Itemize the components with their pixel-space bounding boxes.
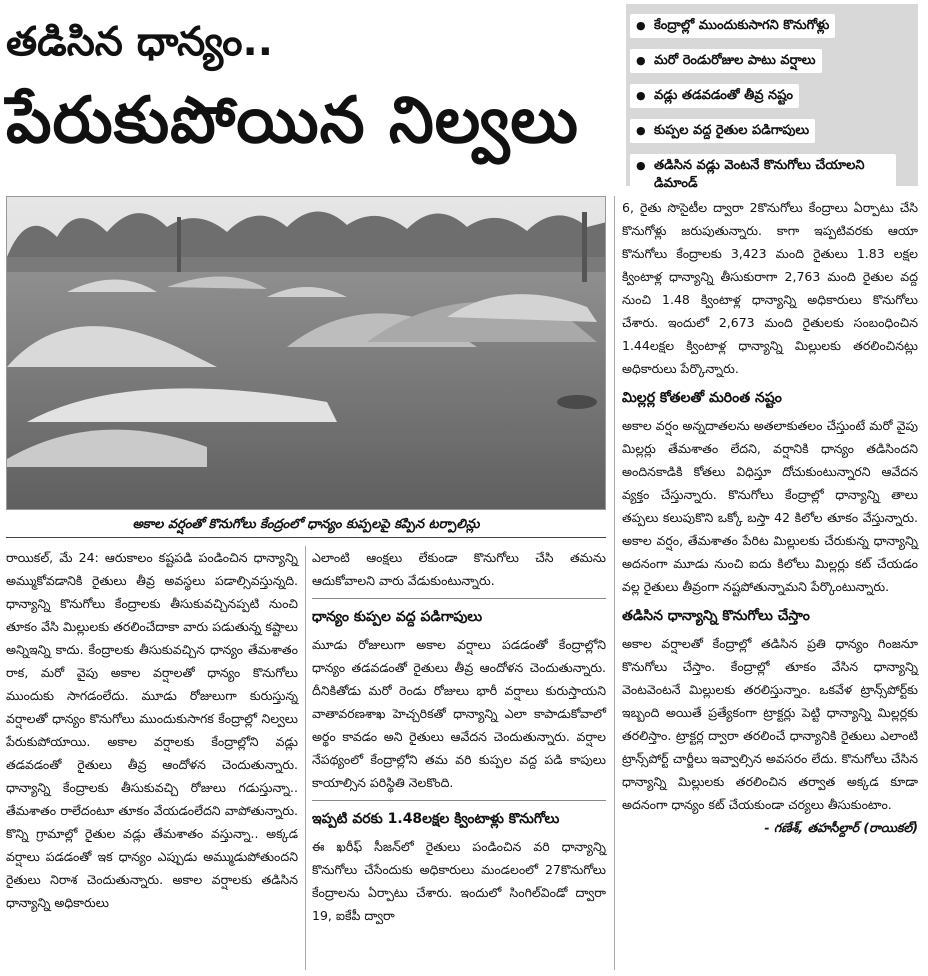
column-divider xyxy=(614,196,615,970)
photo-caption: అకాల వర్షంతో కొనుగోలు కేంద్రంలో ధాన్యం కుప్పలపై కప్పిన టర్పాలిన్లు xyxy=(6,516,606,538)
subheading: ధాన్యం కుప్పల వద్ద పడిగాపులు xyxy=(312,609,483,625)
grain-heaps-photo xyxy=(7,197,606,510)
article-paragraph: అకాల వర్షాలతో కేంద్రాల్లో తడిసిన ప్రతి ధాన్యం గింజనూ కొనుగోలు చేస్తాం. కేంద్రాల్లో తూకం వేసిన ధాన్యాన్ని వెంటవెంటనే మిల్లులకు తరలిస్తున్నాం. ఒకవేళ ట్రాన్స్‌పోర్ట్‌కు ఇబ్బంది అయితే ప్రత్యేకంగా ట్రాక్టర్లు పెట్టి ధాన్యాన్ని మిల్లర్లకు తరలిస్తాం. ట్రాక్టర్ల ద్వారా తరలించే ధాన్యానికి రైతులు ఎలాంటి ట్రాన్స్‌పోర్ట్ చార్జీలు ఇవ్వాల్సిన అవసరం లేదు. కొనుగోలు చేసిన ధాన్యాన్ని మిల్లులకు తరలించిన తర్వాత అక్కడ కూడా అదనంగా ధాన్యం కట్ చేయకుండా చర్యలు తీసుకుంటాం. xyxy=(622,636,918,812)
article-column-2 xyxy=(312,546,606,927)
highlight-item: ● కుప్పల వద్ద రైతుల పడిగాపులు xyxy=(630,119,815,143)
subheading: మిల్లర్ల కోతలతో మరింత నష్టం xyxy=(622,390,782,406)
article-paragraph: అకాల వర్షం అన్నదాతలను అతలాకుతలం చేస్తుంటే మరో వైపు మిల్లర్లు తేమశాతం లేదని, వర్షానికి ధాన్యం తడిసిందని అందినకాడికి కోతలు విధిస్తూ దోచుకుంటున్నారని ఆవేదన వ్యక్తం చేస్తున్నారు. కొనుగోలు కేంద్రాల్లో ధాన్యాన్ని తాలు తప్పలు కలుపుకొని ఒక్కో బస్తా 42 కిలోల తూకం వేస్తున్నారు. అకాల వర్షం, తేమశాతం పేరిట మిల్లులకు చేరుకున్న ధాన్యాన్ని అదనంగా మూడు నుంచి ఐదు కిలోలు మిల్లర్లు కట్ చేయడం వల్ల రైతులు తీవ్రంగా నష్టపోతున్నామని పేర్కొంటున్నారు. xyxy=(622,418,918,594)
signature: - గణేశ్, తహసీల్దార్ (రాయికల్) xyxy=(764,820,918,835)
highlights-box xyxy=(626,4,918,191)
article-column-1 xyxy=(6,546,298,914)
highlight-item: ● తడిసిన వడ్లు వెంటనే కొనుగోలు చేయాలని డిమాండ్ xyxy=(630,154,896,196)
article-paragraph: ఎలాంటి ఆంక్షలు లేకుండా కొనుగోలు చేసి తమను ఆదుకోవాలని వారు వేడుకుంటున్నారు. xyxy=(312,550,606,588)
article-paragraph: 6, రైతు సొసైటీల ద్వారా 2కొనుగోలు కేంద్రాలు ఏర్పాటు చేసి కొనుగోళ్లు జరుపుతున్నారు. కాగా ఇప్పటివరకు ఆయా కొనుగోలు కేంద్రాలకు 3,423 మంది రైతులు 1.83 లక్షల క్వింటాళ్ల ధాన్యాన్ని తీసుకురాగా 2,763 మంది రైతుల వద్ద నుంచి 1.48 క్వింటాళ్ల ధాన్యాన్ని అధికారులు కొనుగోలు చేశారు. ఇందులో 2,673 మంది రైతులకు సంబంధించిన 1.44లక్షల క్వింటాళ్ల ధాన్యాన్ని మిల్లులకు తరలించినట్లు అధికారులు పేర్కొన్నారు. xyxy=(622,200,918,376)
subheading: ఇప్పటి వరకు 1.48లక్షల క్వింటాళ్లు కొనుగోలు xyxy=(312,811,560,827)
highlight-item: ● కేంద్రాల్లో ముందుకుసాగని కొనుగోళ్లు xyxy=(630,14,835,38)
column-divider xyxy=(305,546,306,970)
section-divider xyxy=(312,598,606,599)
highlight-item: ● మరో రెండురోజుల పాటు వర్షాలు xyxy=(630,49,822,73)
subheading: తడిసిన ధాన్యాన్ని కొనుగోలు చేస్తాం xyxy=(622,608,810,624)
article-column-3 xyxy=(622,196,918,839)
section-divider xyxy=(312,800,606,801)
article-paragraph: రాయికల్, మే 24: ఆరుకాలం కష్టపడి పండించిన ధాన్యాన్ని అమ్ముకోవడానికి రైతులు తీవ్ర అవస్థలు పడాల్సివస్తున్నది. ధాన్యాన్ని కొనుగోలు కేంద్రాలకు తీసుకువచ్చినప్పటి నుంచి తూకం వేసి మిల్లులకు తరలించేదాకా వారు పడుతున్న కష్టాలు అన్నిఇన్ని కాదు. కేంద్రాలకు తీసుకువచ్చిన ధాన్యం తేమశాతం రాక, మరో వైపు అకాల వర్షాలతో ధాన్యం కొనుగోలు ముందుకు సాగడంలేదు. మూడు రోజులుగా కురుస్తున్న వర్షాలతో ధాన్యం కొనుగోలు ముందుకుసాగక కేంద్రాల్లో నిల్వలు పేరుకుపోయాయి. అకాల వర్షాలకు కేంద్రాల్లోని వడ్లు తడవడంతో రైతులు తీవ్ర ఆందోళన చెందుతున్నారు. ధాన్యాన్ని కేంద్రాలకు తీసుకువచ్చి రోజులు గడుస్తున్నా.. తేమశాతం రాలేదంటూ తూకం వేయడంలేదని వాపోతున్నారు. కొన్ని గ్రామాల్లో రైతుల వడ్లు తేమశాతం వస్తున్నా.. అక్కడ వర్షాలు పడడంతో ఇక ధాన్యం ఎప్పుడు అమ్ముడుపోతుందని రైతులు నిరాశ చెందుతున్నారు. అకాల వర్షాలకు తడిసిన ధాన్యాన్ని అధికారులు xyxy=(6,550,298,910)
article-paragraph: ఈ ఖరీఫ్ సీజన్‌లో రైతులు పండించిన వరి ధాన్యాన్ని కొనుగోలు చేసేందుకు అధికారులు మండలంలో 27కొనుగోలు కేంద్రాలను ఏర్పాటు చేశారు. ఇందులో సింగిల్‌విండో ద్వారా 19, ఐకేపీ ద్వారా xyxy=(312,839,606,923)
headline-main: పేరుకుపోయిన నిల్వలు xyxy=(6,84,579,158)
highlight-item: ● వడ్లు తడవడంతో తీవ్ర నష్టం xyxy=(630,84,799,108)
news-photo xyxy=(6,196,606,510)
headline-kicker: తడిసిన ధాన్యం.. xyxy=(6,19,273,65)
article-paragraph: మూడు రోజులుగా అకాల వర్షాలు పడడంతో కేంద్రాల్లోని ధాన్యం తడవడంతో రైతులు తీవ్ర ఆందోళన చెందుతున్నారు. దీనికితోడు మరో రెండు రోజులు భారీ వర్షాలు కురుస్తాయని వాతావరణశాఖ హెచ్చరికతో ధాన్యాన్ని ఎలా కాపాడుకోవాలో అర్థం కావడం అని రైతులు ఆవేదన చెందుతున్నారు. వర్షాల నేపథ్యంలో కేంద్రాల్లోని తమ వరి కుప్పల వద్ద పడి కాపులు కాయాల్సిన పరిస్థితి నెలకొంది. xyxy=(312,637,606,790)
